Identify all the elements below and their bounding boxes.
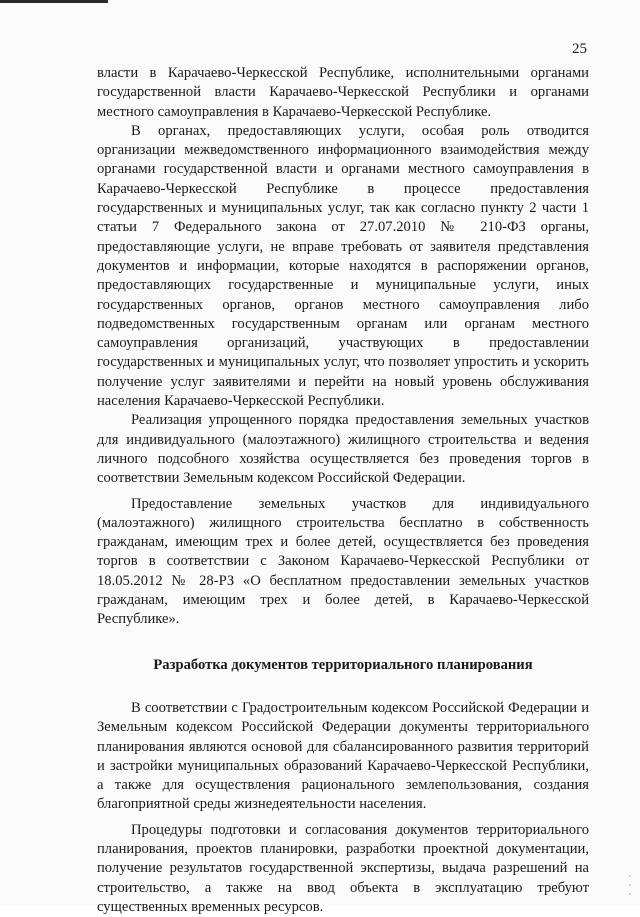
scan-edge-rule [0, 0, 108, 3]
paragraph-continuation: власти в Карачаево-Черкесской Республике, исполнительными органами государственной власти Карачаево-Черкесской Республики и органами местного самоуправления в Карачаево-Черкесской Республике. [97, 65, 589, 120]
page-number: 25 [572, 41, 587, 57]
paragraph-land-simplified: Реализация упрощенного порядка предоставления земельных участков для индивидуального (малоэтажного) жилищного строительства и ведения личного подсобного хозяйства осуществляется без проведения торгов в соответствии Земельным кодексом Российской Федерации. [97, 412, 589, 487]
margin-binding-marks: · · · [628, 871, 632, 899]
section-heading: Разработка документов территориального планирования [153, 656, 533, 673]
document-body [97, 64, 589, 917]
paragraph-interagency: В органах, предоставляющих услуги, особая роль отводится организации межведомственного информационного взаимодействия между органами государственной власти и органами местного самоуправления в Карачаево-Черкесской Республике в процессе предоставления государственных и муниципальных услуг, так как согласно пункту 2 части 1 статьи 7 Федерального закона от 27.07.2010 № 210-ФЗ органы, предоставляющие услуги, не вправе требовать от заявителя представления документов и информации, которые находятся в распоряжении органов, предоставляющих государственные и муниципальные услуги, иных государственных органов, органов местного самоуправления либо подведомственных государственным органам или органам местного самоуправления организаций, участвующих в предоставлении государственных и муниципальных услуг, что позволяет упростить и ускорить получение услуг заявителями и перейти на новый уровень обслуживания населения Карачаево-Черкесской Республики. [97, 122, 589, 410]
paragraph-planning-basis: В соответствии с Градостроительным кодексом Российской Федерации и Земельным кодексом Российской Федерации документы территориального планирования являются основой для сбалансированного развития территорий и застройки муниципальных образований Карачаево-Черкесской Республики, а также для осуществления рационального землепользования, создания благоприятной среды жизнедеятельности населения. [97, 699, 589, 813]
paragraph-planning-procedures: Процедуры подготовки и согласования документов территориального планирования, проектов планировки, разработки проектной документации, получение результатов государственной экспертизы, выдача разрешений на строительство, а также на ввод объекта в эксплуатацию требуют существенных временных ресурсов. [97, 821, 589, 915]
paragraph-land-families: Предоставление земельных участков для индивидуального (малоэтажного) жилищного строительства бесплатно в собственность гражданам, имеющим трех и более детей, осуществляется без проведения торгов в соответствии с Законом Карачаево-Черкесской Республики от 18.05.2012 № 28-РЗ «О бесплатном предоставлении земельных участков гражданам, имеющим трех и более детей, в Карачаево-Черкесской Республике». [97, 495, 589, 628]
